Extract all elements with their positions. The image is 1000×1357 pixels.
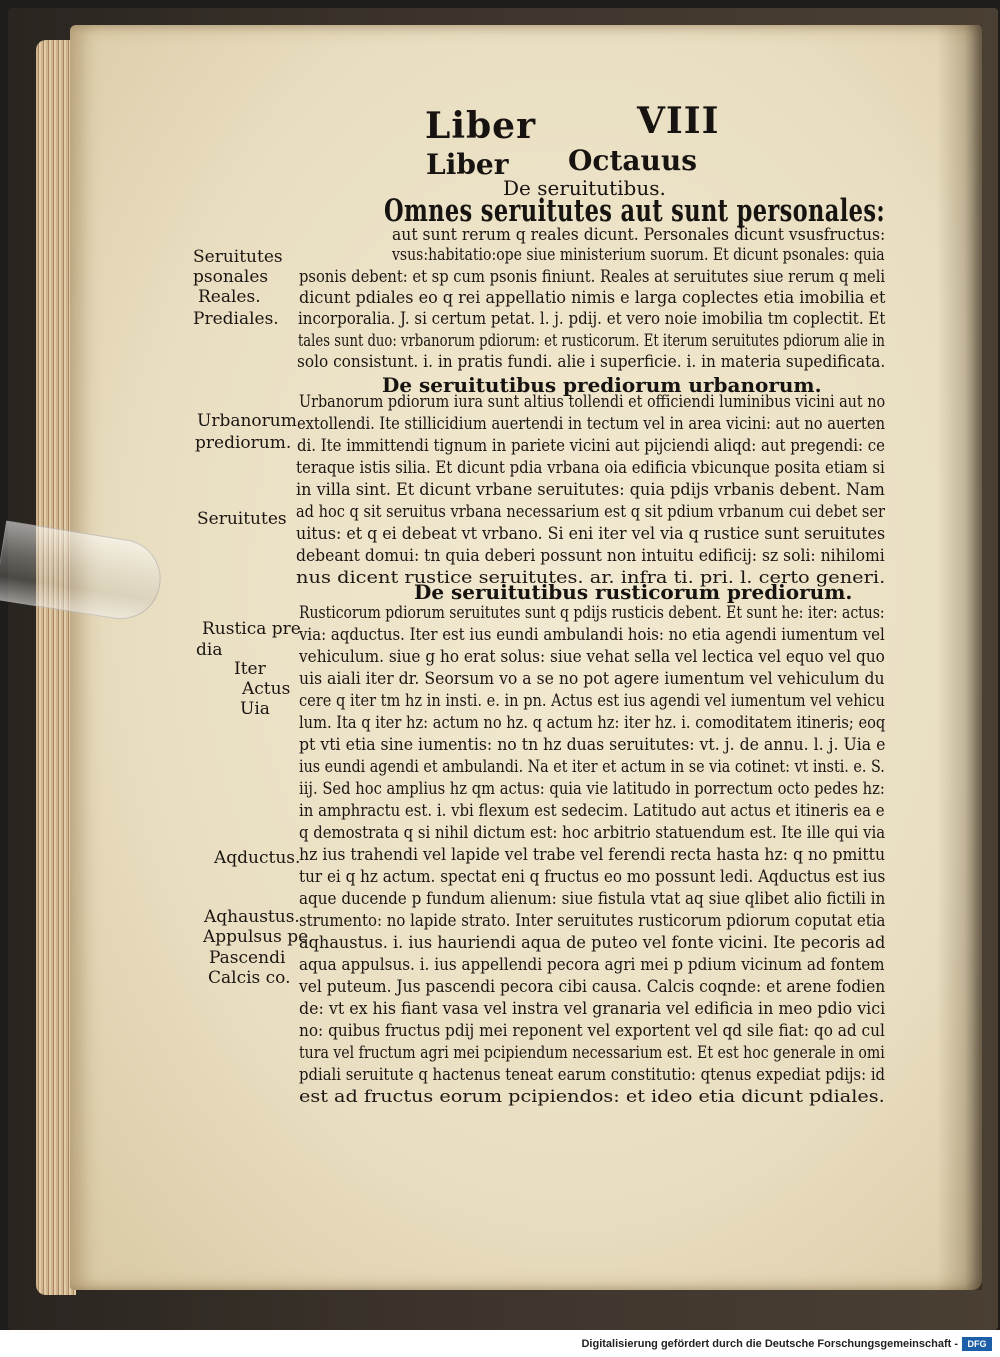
margin-note: psonales xyxy=(193,267,269,287)
dfg-logo: DFG xyxy=(962,1337,992,1351)
margin-note: Seruitutes xyxy=(197,509,287,529)
section-heading-urban: De seruitutibus prediorum urbanorum. xyxy=(382,373,822,397)
margin-note: dia xyxy=(196,640,223,660)
book-word: Liber xyxy=(426,148,509,181)
margin-note: Seruitutes xyxy=(193,247,283,267)
margin-note: Urbanorum xyxy=(197,411,297,431)
page-gutter-shadow xyxy=(937,25,982,1290)
funding-credit: Digitalisierung gefördert durch die Deutsche Forschungsgemeinschaft - xyxy=(581,1338,958,1350)
margin-note: Uia xyxy=(240,699,270,719)
margin-note: Rustica pre xyxy=(202,619,301,639)
margin-note: Actus xyxy=(242,679,291,699)
chapter-title: De seruitutibus. xyxy=(503,176,666,200)
margin-note: Aqhaustus. xyxy=(204,907,300,927)
opening-line: Omnes seruitutes aut sunt personales: xyxy=(384,193,886,229)
margin-note: Prediales. xyxy=(193,309,279,329)
margin-note: Aqductus. xyxy=(214,848,301,868)
margin-note: Calcis co. xyxy=(208,968,291,988)
margin-note: Iter xyxy=(234,659,266,679)
margin-note: Appulsus pe. xyxy=(203,927,314,947)
running-head-number: VIII xyxy=(637,100,720,142)
margin-note: Reales. xyxy=(198,287,261,307)
section-heading-rustic: De seruitutibus rusticorum prediorum. xyxy=(414,580,853,604)
margin-note: Pascendi xyxy=(209,948,286,968)
running-head-liber: Liber xyxy=(425,105,537,147)
book-name: Octauus xyxy=(568,144,697,177)
margin-note: prediorum. xyxy=(195,433,292,453)
